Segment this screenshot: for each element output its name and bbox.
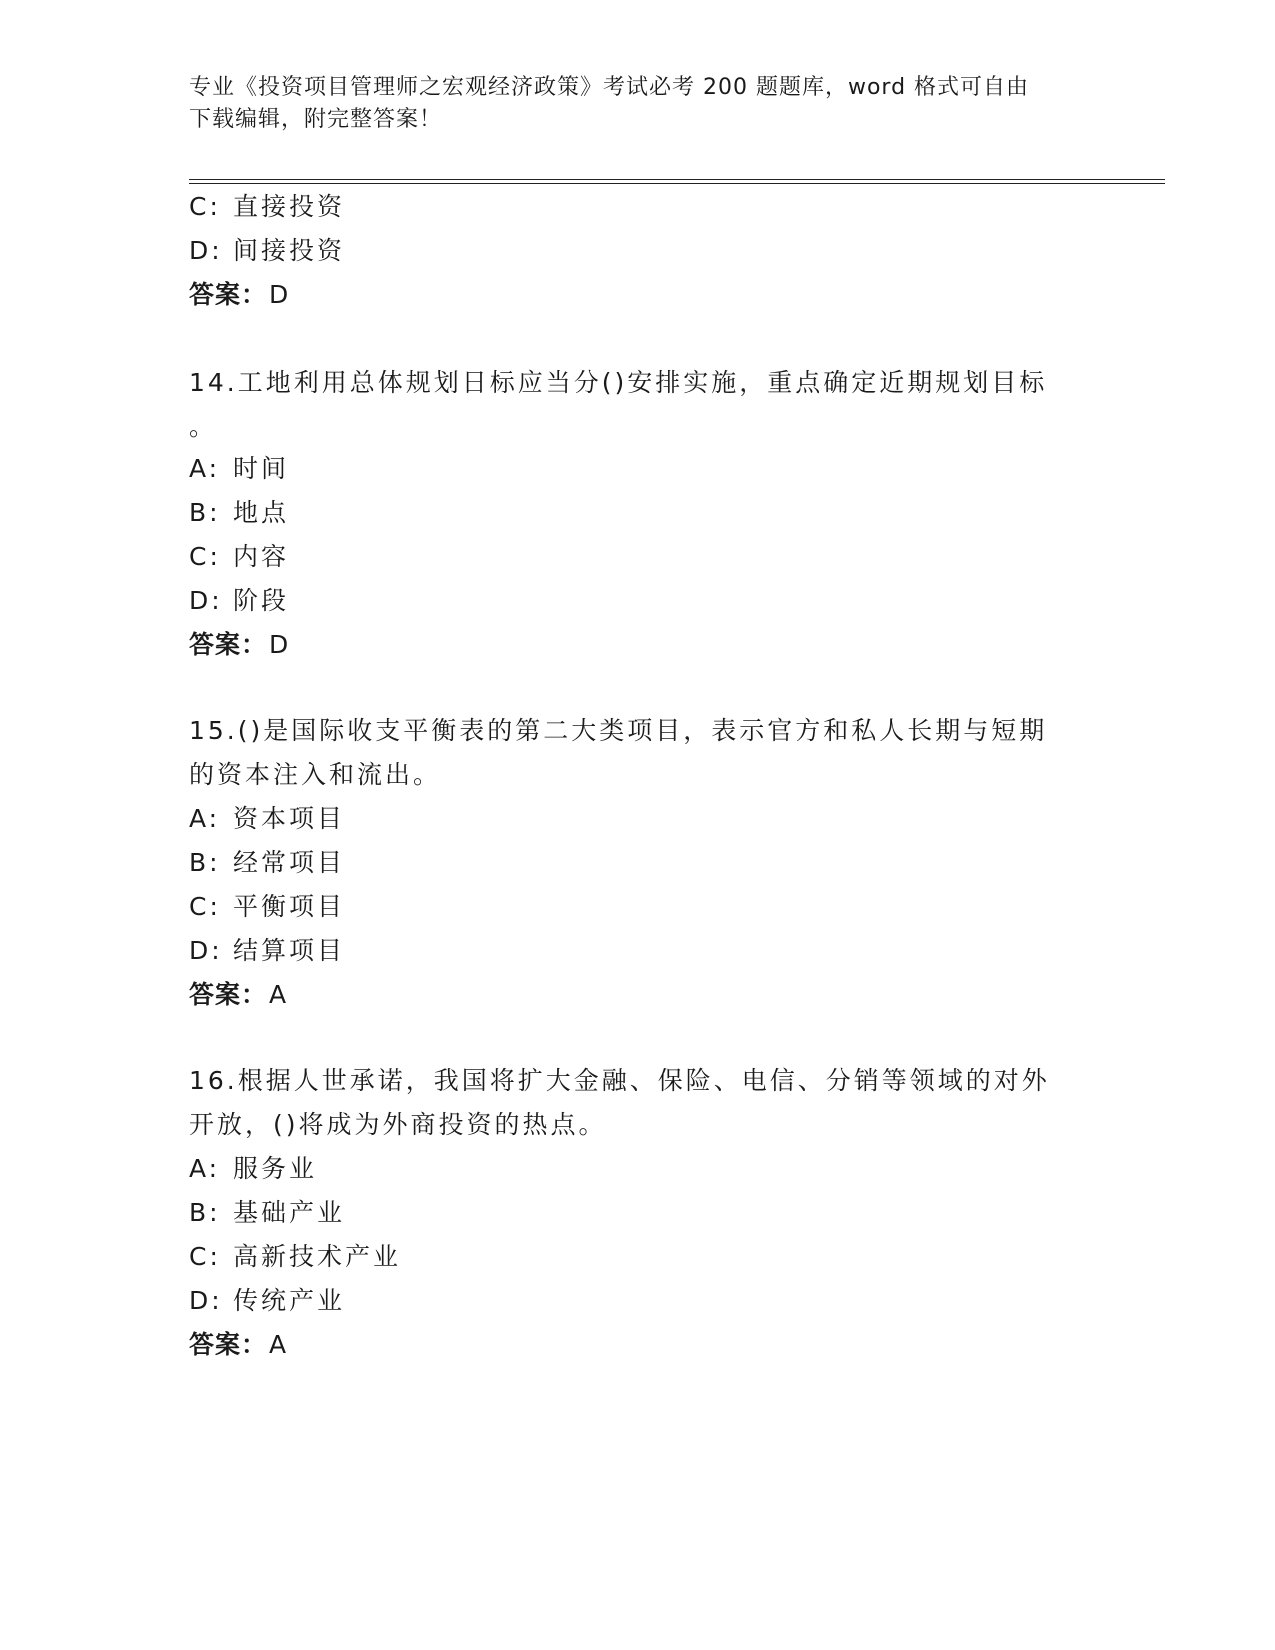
- header-line-2: 下载编辑，附完整答案！: [189, 107, 443, 132]
- answer-value: D: [269, 630, 290, 659]
- option-letter: A:: [189, 804, 221, 833]
- option-letter: C:: [189, 542, 221, 571]
- answer-line: [189, 978, 287, 1012]
- option-letter: D:: [189, 1286, 223, 1315]
- option-line: [189, 890, 345, 924]
- option-line: [189, 846, 345, 880]
- option-letter: A:: [189, 454, 221, 483]
- option-line: [189, 1284, 345, 1318]
- answer-line: [189, 278, 289, 312]
- option-text: 间接投资: [233, 236, 346, 265]
- answer-label: 答案：: [189, 630, 268, 659]
- question-stem: 15.()是国际收支平衡表的第二大类项目，表示官方和私人长期与短期: [189, 716, 1048, 745]
- option-letter: D:: [189, 236, 223, 265]
- option-letter: B:: [189, 498, 221, 527]
- option-line: [189, 802, 345, 836]
- answer-label: 答案：: [189, 1330, 268, 1359]
- option-text: 地点: [233, 498, 290, 527]
- option-letter: B:: [189, 1198, 221, 1227]
- question-stem-continued: 的资本注入和流出。: [189, 760, 442, 789]
- option-line: [189, 496, 289, 530]
- answer-value: A: [269, 980, 288, 1009]
- option-letter: C:: [189, 192, 221, 221]
- header-divider-top: [189, 179, 1165, 180]
- option-text: 基础产业: [233, 1198, 346, 1227]
- answer-value: A: [269, 1330, 288, 1359]
- option-line: [189, 1240, 401, 1274]
- option-text: 直接投资: [233, 192, 346, 221]
- option-text: 内容: [233, 542, 290, 571]
- document-header: [189, 72, 1089, 136]
- question-stem-continued: 开放，()将成为外商投资的热点。: [189, 1110, 607, 1139]
- option-line: [189, 584, 289, 618]
- answer-line: [189, 628, 289, 662]
- question-stem: 14.工地利用总体规划日标应当分()安排实施，重点确定近期规划目标: [189, 368, 1048, 397]
- answer-line: [189, 1328, 287, 1362]
- option-text: 服务业: [233, 1154, 318, 1183]
- answer-label: 答案：: [189, 980, 268, 1009]
- option-line: [189, 234, 345, 268]
- option-line: [189, 1152, 317, 1186]
- option-text: 传统产业: [233, 1286, 346, 1315]
- option-letter: B:: [189, 848, 221, 877]
- option-letter: D:: [189, 936, 223, 965]
- answer-value: D: [269, 280, 290, 309]
- option-line: [189, 190, 345, 224]
- option-line: [189, 934, 345, 968]
- answer-label: 答案：: [189, 280, 268, 309]
- question-stem-continued: 。: [189, 412, 218, 441]
- header-divider-bottom: [189, 183, 1165, 184]
- option-text: 时间: [233, 454, 290, 483]
- option-text: 高新技术产业: [233, 1242, 402, 1271]
- option-letter: C:: [189, 1242, 221, 1271]
- option-letter: A:: [189, 1154, 221, 1183]
- option-text: 结算项目: [233, 936, 346, 965]
- header-line-1: 专业《投资项目管理师之宏观经济政策》考试必考 200 题题库，word 格式可自由: [189, 75, 1030, 100]
- option-text: 平衡项目: [233, 892, 346, 921]
- question-stem: 16.根据人世承诺，我国将扩大金融、保险、电信、分销等领域的对外: [189, 1066, 1050, 1095]
- option-line: [189, 452, 289, 486]
- option-text: 阶段: [233, 586, 290, 615]
- option-letter: C:: [189, 892, 221, 921]
- option-line: [189, 540, 289, 574]
- option-text: 经常项目: [233, 848, 346, 877]
- option-line: [189, 1196, 345, 1230]
- option-text: 资本项目: [233, 804, 346, 833]
- option-letter: D:: [189, 586, 223, 615]
